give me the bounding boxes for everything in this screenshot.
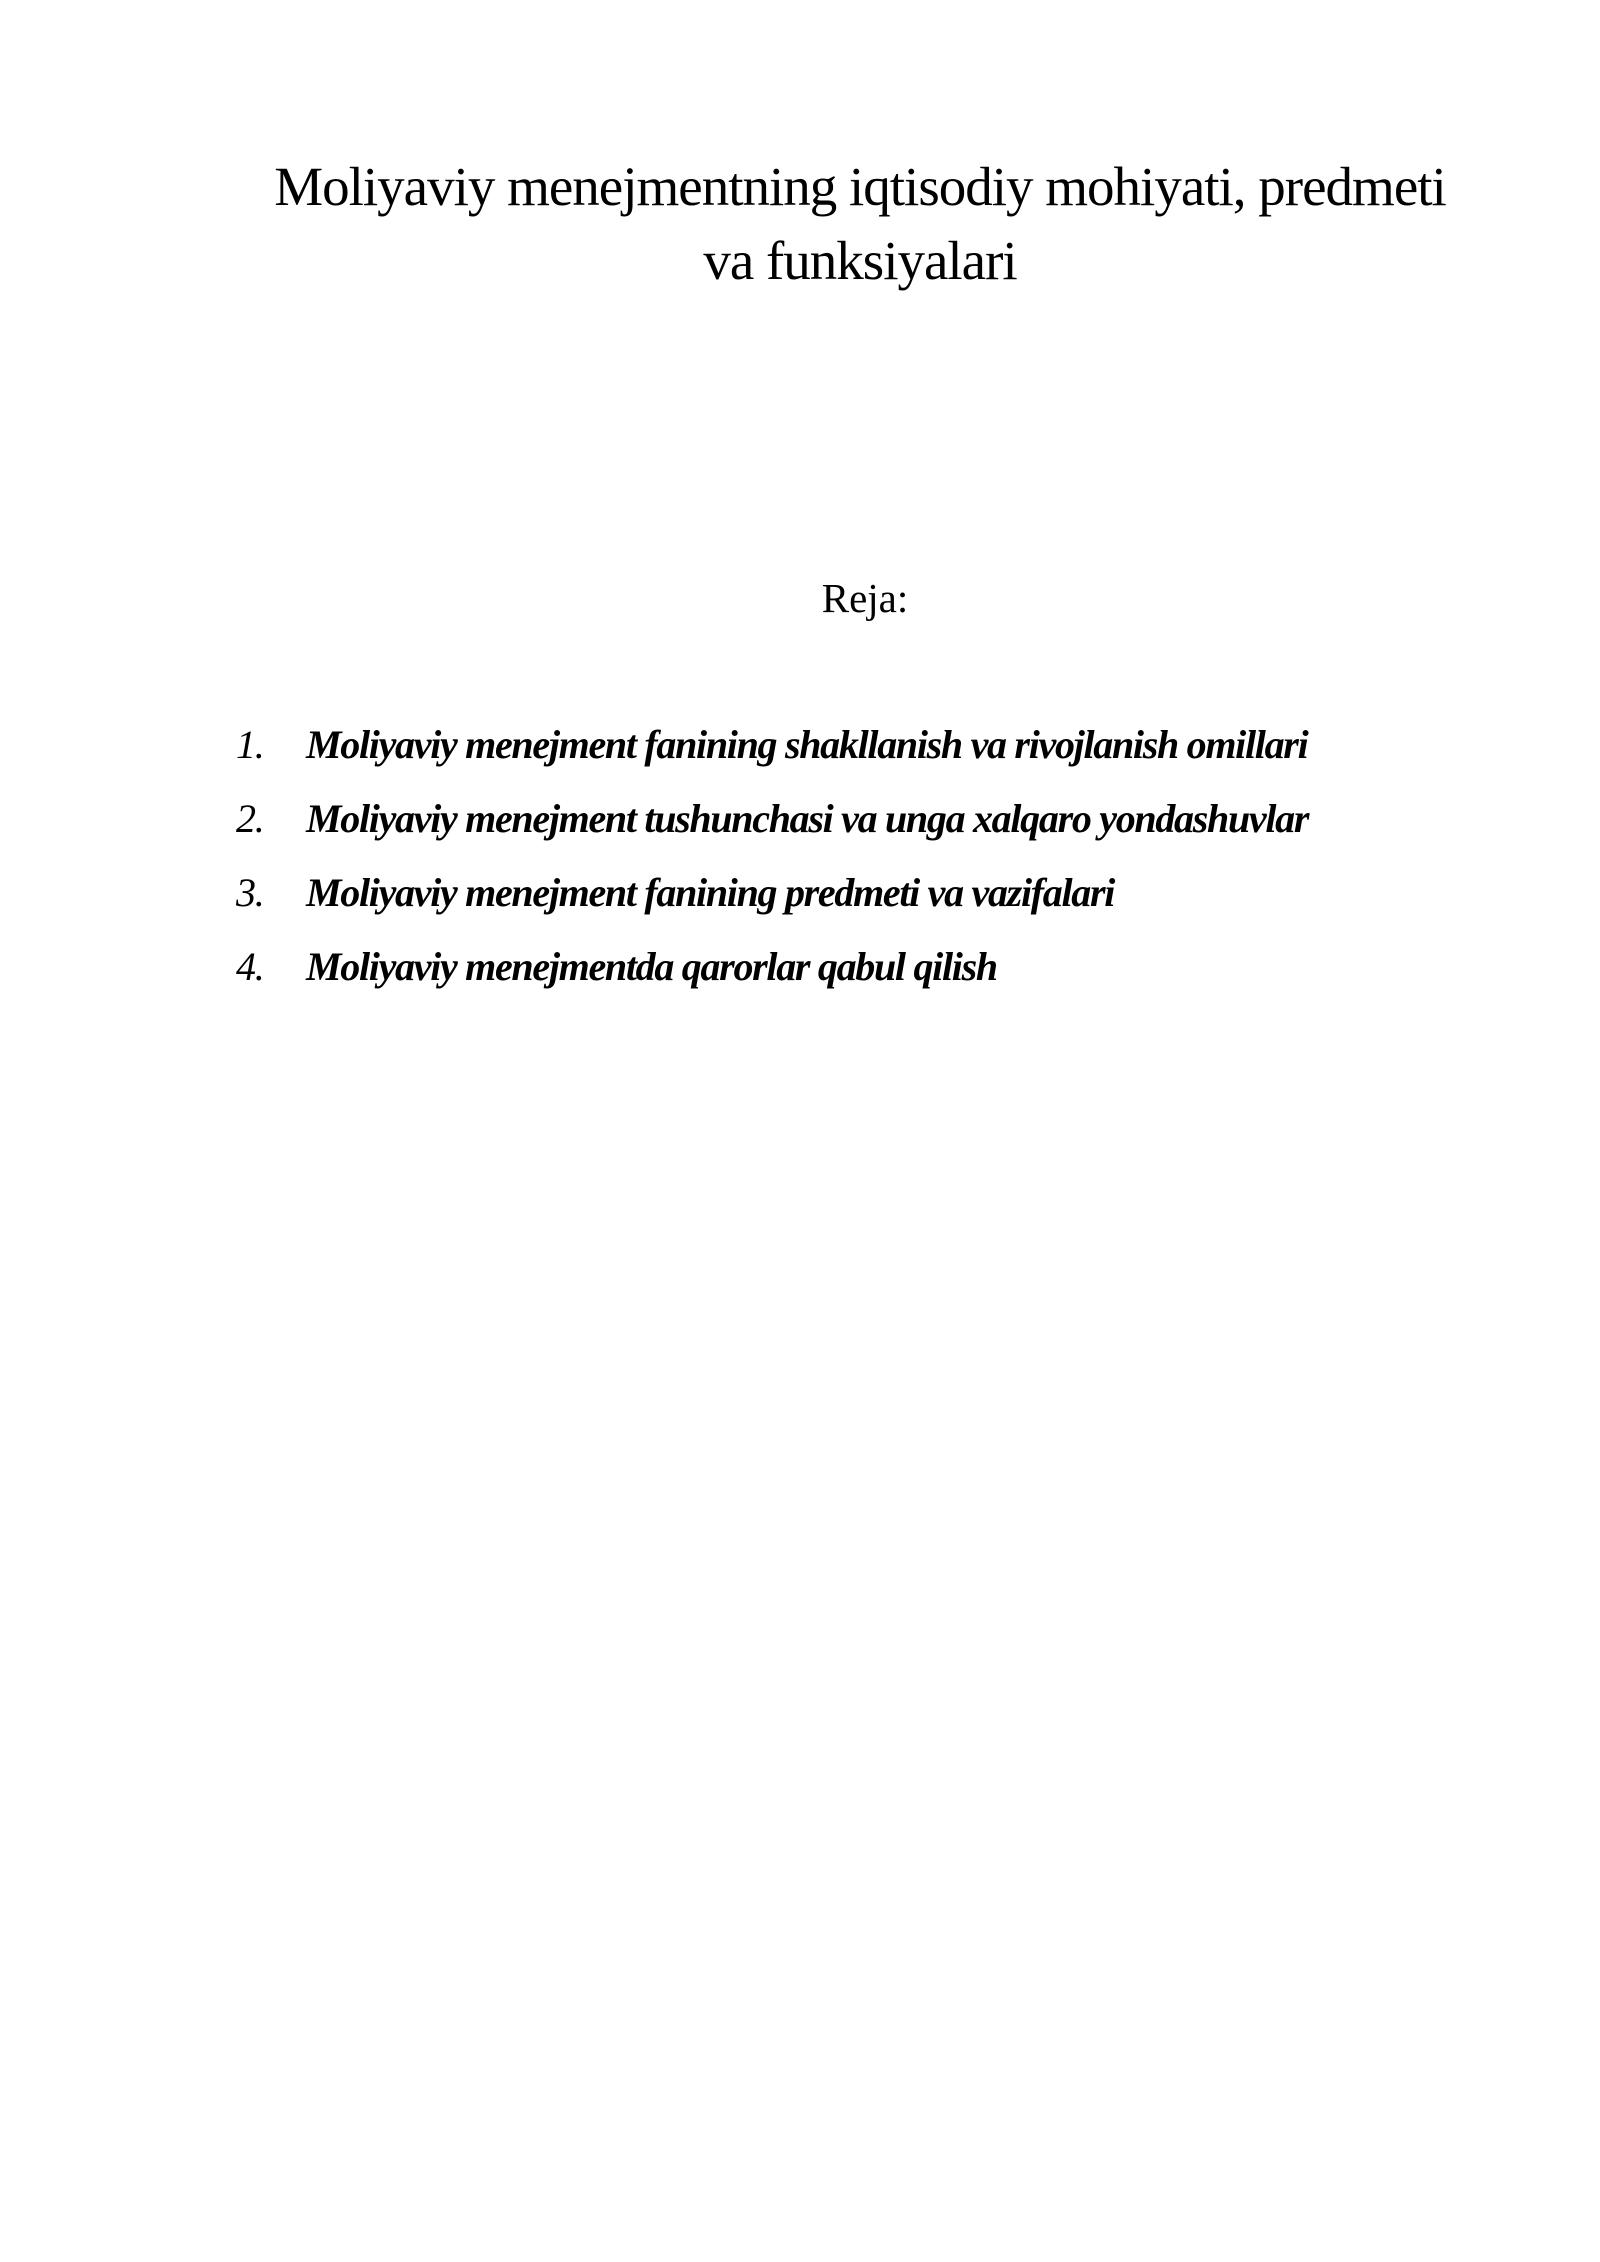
plan-item-number: 4. [236,944,264,989]
plan-item-number: 1. [236,722,264,767]
plan-item-3 [236,863,1308,937]
plan-item-1 [236,715,1308,789]
plan-heading: Reja: [821,575,909,621]
plan-list [236,715,1308,1011]
document-title-line-2: va funksiyalari [703,230,1017,291]
plan-item-2 [236,789,1308,863]
document-title [220,150,1500,298]
plan-item-number: 2. [236,796,264,841]
plan-item-text: Moliyaviy menejment fanining shakllanish va rivojlanish omillari [306,722,1308,767]
plan-item-number: 3. [236,870,264,915]
plan-item-4 [236,937,1308,1011]
plan-item-text: Moliyaviy menejment tushunchasi va unga xalqaro yondashuvlar [306,796,1309,841]
plan-item-text: Moliyaviy menejmentda qarorlar qabul qilish [306,944,997,989]
plan-item-text: Moliyaviy menejment fanining predmeti va vazifalari [306,870,1115,915]
document-title-line-1: Moliyaviy menejmentning iqtisodiy mohiyati, predmeti [274,156,1446,217]
